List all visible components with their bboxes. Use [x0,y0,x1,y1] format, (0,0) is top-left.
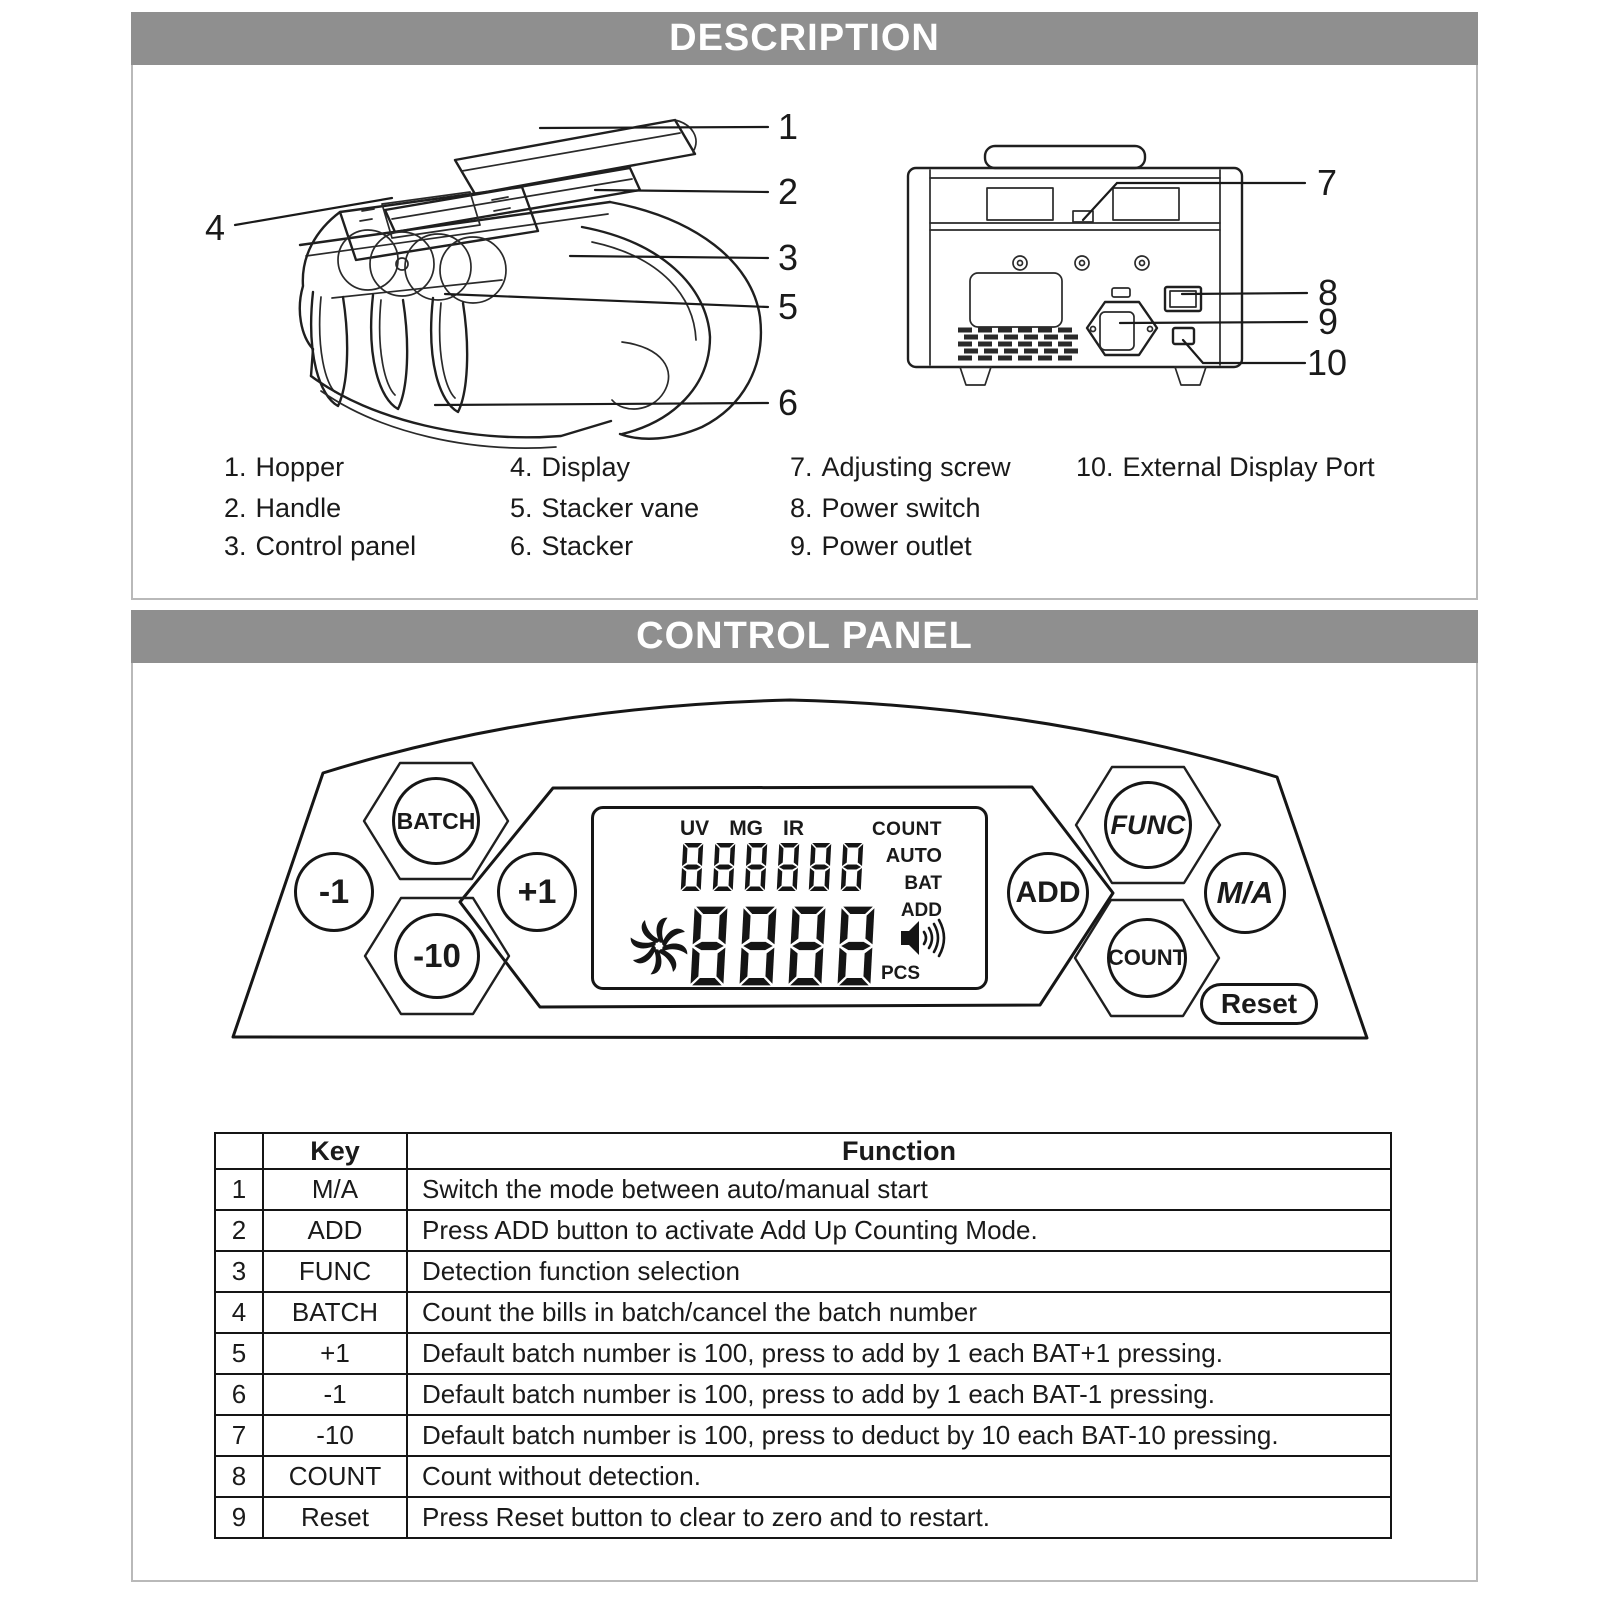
vent-grid [958,330,1078,358]
legend-item: 8. Power switch [790,493,981,523]
callout-4: 4 [204,207,226,248]
description-header [131,12,1478,65]
reset-button[interactable]: Reset [1200,983,1318,1025]
lcd-label-uv: UV [680,817,710,840]
callout-1: 1 [777,106,799,147]
lcd-label-mg: MG [729,817,764,840]
table-row: 8 COUNT Count without detection. [215,1456,1391,1497]
legend-item: 6. Stacker [510,531,634,561]
lcd-label-auto: AUTO [885,845,942,867]
lcd-batch-digits [684,906,884,986]
add-button[interactable]: ADD [1007,852,1089,934]
table-row: 6 -1 Default batch number is 100, press to add by 1 each BAT-1 pressing. [215,1374,1391,1415]
batch-button[interactable]: BATCH [392,777,480,865]
machine-diagrams [140,90,1360,470]
lcd-label-add: ADD [900,900,942,921]
legend-item: 9. Power outlet [790,531,972,561]
legend-item: 5. Stacker vane [510,493,700,523]
rear-screws [1013,256,1149,270]
lcd-label-count: COUNT [871,819,942,840]
callout-9: 9 [1317,301,1339,342]
table-row: 2 ADD Press ADD button to activate Add Up Counting Mode. [215,1210,1391,1251]
minus-10-button[interactable]: -10 [394,913,480,999]
lcd-unit-label: PCS [881,963,921,984]
table-row: 5 +1 Default batch number is 100, press to add by 1 each BAT+1 pressing. [215,1333,1391,1374]
callout-5: 5 [777,286,799,327]
manual-auto-button[interactable]: M/A [1204,852,1286,934]
table-row: 1 M/A Switch the mode between auto/manual start [215,1169,1391,1210]
table-row: 3 FUNC Detection function selection [215,1251,1391,1292]
control-panel-header [131,610,1478,663]
header-key: Key [263,1133,407,1169]
plus-1-button[interactable]: +1 [497,852,577,932]
front-view-drawing [300,120,761,448]
header-function: Function [407,1133,1391,1169]
legend-item: 3. Control panel [224,531,417,561]
lcd-display [591,806,988,990]
table-header-row [215,1133,1391,1169]
control-panel-title: CONTROL PANEL [636,615,973,657]
table-row: 4 BATCH Count the bills in batch/cancel the batch number [215,1292,1391,1333]
key-function-table [214,1132,1392,1539]
description-title: DESCRIPTION [669,17,940,59]
count-button[interactable]: COUNT [1107,918,1187,998]
header-index [215,1133,263,1169]
fan-icon [636,923,682,969]
legend-item: 7. Adjusting screw [790,452,1011,482]
lcd-label-bat: BAT [904,873,942,894]
callout-8: 8 [1317,272,1339,313]
lcd-label-ir: IR [783,817,805,840]
table-row: 7 -10 Default batch number is 100, press to deduct by 10 each BAT-10 pressing. [215,1415,1391,1456]
minus-1-button[interactable]: -1 [294,852,374,932]
callout-6: 6 [777,382,799,423]
legend-item: 10. External Display Port [1076,452,1375,482]
legend-item: 2. Handle [224,493,342,523]
lcd-count-digits [677,841,872,893]
lcd-detection-labels [680,817,804,841]
legend-item: 1. Hopper [224,452,345,482]
func-button[interactable]: FUNC [1104,781,1192,869]
legend-item: 4. Display [510,452,631,482]
callout-7: 7 [1316,162,1338,203]
callout-3: 3 [777,237,799,278]
callout-10: 10 [1306,342,1348,383]
callout-2: 2 [777,171,799,212]
table-row: 9 Reset Press Reset button to clear to zero and to restart. [215,1497,1391,1538]
speaker-icon [899,917,949,959]
